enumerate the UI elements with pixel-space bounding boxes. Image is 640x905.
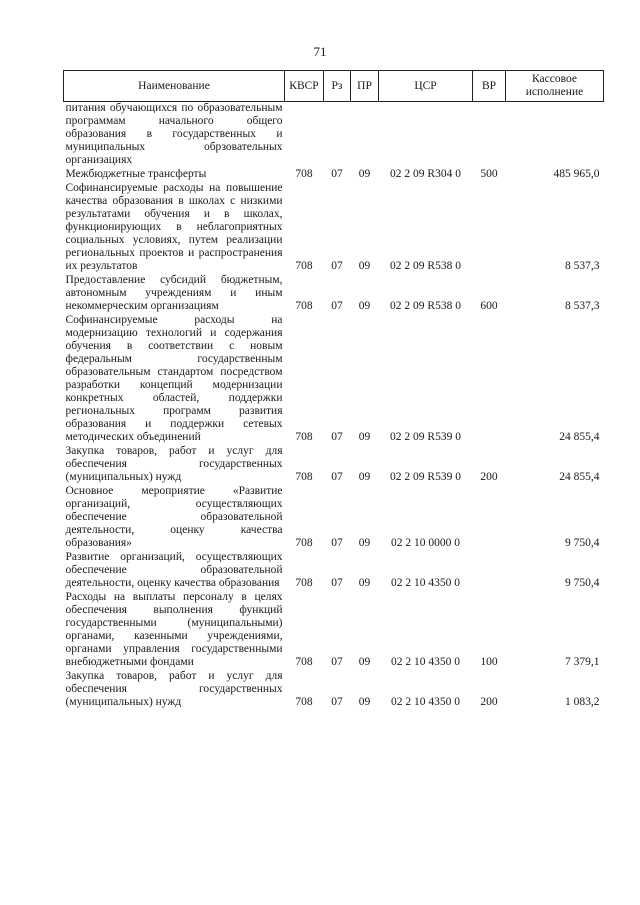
header-rz: Рз (324, 71, 351, 102)
row-amount: 1 083,2 (565, 696, 600, 708)
table-row (64, 591, 604, 670)
row-kvsr: 708 (295, 471, 313, 483)
row-kvsr: 708 (295, 656, 313, 668)
table-header-row (64, 71, 604, 102)
header-csr: ЦСР (379, 71, 473, 102)
row-vr: 200 (480, 696, 498, 708)
page-number: 71 (313, 44, 327, 59)
row-pr: 09 (358, 168, 371, 180)
row-name: Софинансируемые расходы на повышение качества образования в школах с низкими результатами обучения и в школах, функционирующих в неблагоприятных социальных условиях, путем реализации региональных проектов и распространения их результатов (65, 182, 283, 272)
header-name: Наименование (64, 71, 285, 102)
row-csr (379, 102, 473, 169)
row-csr: 02 2 10 4350 0 (391, 656, 460, 668)
row-pr: 09 (358, 260, 371, 272)
table-row (64, 274, 604, 314)
row-amount (506, 102, 604, 169)
table-row (64, 168, 604, 182)
table-row (64, 670, 604, 710)
row-csr: 02 2 09 R539 0 (390, 471, 461, 483)
row-vr: 500 (480, 168, 498, 180)
row-vr (473, 182, 506, 274)
row-csr: 02 2 10 4350 0 (391, 696, 460, 708)
table-row (64, 314, 604, 445)
row-rz: 07 (331, 431, 343, 443)
row-rz: 07 (331, 168, 343, 180)
row-amount: 24 855,4 (559, 431, 600, 443)
row-kvsr: 708 (295, 260, 313, 272)
row-rz: 07 (331, 656, 343, 668)
row-kvsr: 708 (295, 537, 313, 549)
row-amount: 9 750,4 (565, 577, 600, 589)
row-name: питания обучающихся по образовательным программам начального общего образования в государственных и муниципальных обрзовательных организациях (65, 102, 283, 166)
table-row (64, 445, 604, 485)
row-csr: 02 2 10 0000 0 (391, 537, 460, 549)
row-rz: 07 (331, 577, 343, 589)
table-row (64, 551, 604, 591)
row-pr (351, 102, 379, 169)
row-vr (473, 314, 506, 445)
row-csr: 02 2 09 R304 0 (390, 168, 461, 180)
row-csr: 02 2 10 4350 0 (391, 577, 460, 589)
row-amount: 8 537,3 (565, 260, 600, 272)
table-row (64, 182, 604, 274)
row-name: Развитие организаций, осуществляющих обеспечение образовательной деятельности, оценку качества образования (65, 551, 283, 589)
row-rz: 07 (331, 300, 343, 312)
row-vr: 100 (480, 656, 498, 668)
row-rz: 07 (331, 537, 343, 549)
row-kvsr: 708 (295, 696, 313, 708)
row-csr: 02 2 09 R538 0 (390, 260, 461, 272)
row-amount: 8 537,3 (565, 300, 600, 312)
row-vr (473, 551, 506, 591)
row-pr: 09 (358, 300, 371, 312)
header-kvsr: КВСР (285, 71, 324, 102)
row-csr: 02 2 09 R539 0 (390, 431, 461, 443)
row-vr: 600 (480, 300, 498, 312)
row-kvsr: 708 (295, 168, 313, 180)
row-vr: 200 (480, 471, 498, 483)
header-pr: ПР (351, 71, 379, 102)
row-name: Закупка товаров, работ и услуг для обеспечения государственных (муниципальных) нужд (65, 445, 283, 483)
row-vr (473, 102, 506, 169)
row-pr: 09 (358, 656, 371, 668)
table-row (64, 102, 604, 169)
row-pr: 09 (358, 471, 371, 483)
row-amount: 485 965,0 (553, 168, 600, 180)
row-pr: 09 (358, 537, 371, 549)
row-kvsr: 708 (295, 577, 313, 589)
row-vr (473, 485, 506, 551)
row-name: Межбюджетные трансферты (65, 168, 207, 180)
row-name: Расходы на выплаты персоналу в целях обеспечения выполнения функций государственными (муниципальными) органами, казенными учреждениями, органами управления государственными внебюджетными фондами (65, 591, 283, 668)
row-csr: 02 2 09 R538 0 (390, 300, 461, 312)
row-kvsr: 708 (295, 431, 313, 443)
row-rz: 07 (331, 696, 343, 708)
row-kvsr: 708 (295, 300, 313, 312)
header-vr: ВР (473, 71, 506, 102)
table-row (64, 485, 604, 551)
row-amount: 24 855,4 (559, 471, 600, 483)
row-rz: 07 (331, 260, 343, 272)
row-name: Основное мероприятие «Развитие организаций, осуществляющих обеспечение образовательной деятельности, оценку качества образования» (65, 485, 283, 549)
row-pr: 09 (358, 696, 371, 708)
row-name: Софинансируемые расходы на модернизацию технологий и содержания обучения в соответствии с новым федеральным государственным образовательным стандартом посредством разработки концепций модернизации конкретных областей, поддержки региональных программ развития образования и поддержки сетевых методических объединений (65, 314, 283, 443)
row-pr: 09 (358, 577, 371, 589)
row-amount: 7 379,1 (565, 656, 600, 668)
row-rz (324, 102, 351, 169)
row-name: Предоставление субсидий бюджетным, автономным учреждениям и иным некоммерческим организациям (65, 274, 283, 312)
row-pr: 09 (358, 431, 371, 443)
row-amount: 9 750,4 (565, 537, 600, 549)
row-name: Закупка товаров, работ и услуг для обеспечения государственных (муниципальных) нужд (65, 670, 283, 708)
expenditure-table (63, 70, 604, 710)
row-rz: 07 (331, 471, 343, 483)
row-kvsr (285, 102, 324, 169)
header-amount: Кассовое исполнение (506, 71, 604, 102)
